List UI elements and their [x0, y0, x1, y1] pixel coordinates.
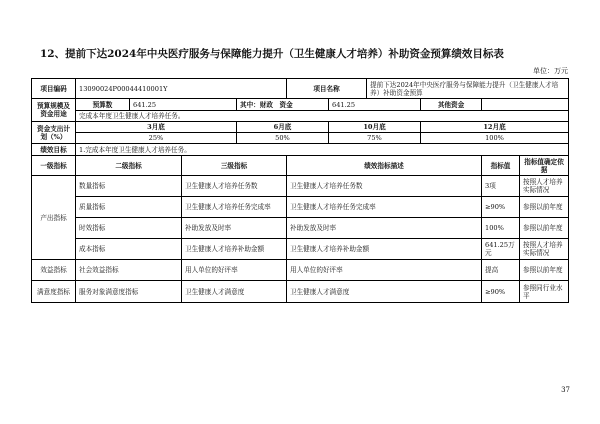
level2-cell: 数量指标	[76, 176, 182, 197]
level3-cell: 用人单位的好评率	[182, 260, 287, 281]
fund-usage-text: 完成本年度卫生健康人才培养任务。	[76, 111, 569, 122]
level2-cell: 成本指标	[76, 239, 182, 260]
level2-cell: 时效指标	[76, 218, 182, 239]
level2-cell: 社会效益指标	[76, 260, 182, 281]
plan-value-q2: 50%	[237, 133, 329, 144]
budget-amount-value: 641.25	[130, 99, 237, 111]
level3-cell: 卫生健康人才培养任务完成率	[182, 197, 287, 218]
header-value: 指标值	[482, 156, 520, 176]
project-code-row	[32, 79, 569, 99]
plan-value-q4: 100%	[421, 133, 569, 144]
description-cell: 卫生健康人才培养补助金额	[287, 239, 482, 260]
basis-cell: 参照以前年度	[520, 218, 569, 239]
value-cell: ≥90%	[482, 197, 520, 218]
goal-row	[32, 144, 569, 156]
plan-value-q1: 25%	[76, 133, 237, 144]
indicator-row	[32, 197, 569, 218]
budget-row	[32, 99, 569, 111]
value-cell: 提高	[482, 260, 520, 281]
level3-cell: 卫生健康人才培养补助金额	[182, 239, 287, 260]
basis-cell: 参照以前年度	[520, 197, 569, 218]
plan-value-q3: 75%	[329, 133, 421, 144]
indicator-row	[32, 281, 569, 303]
unit-label: 单位：万元	[533, 67, 568, 75]
goal-label: 绩效目标	[32, 144, 76, 156]
other-funds-value	[482, 99, 569, 111]
value-cell: 100%	[482, 218, 520, 239]
project-name-label: 项目名称	[287, 79, 367, 99]
header-level2: 二级指标	[76, 156, 182, 176]
indicator-row	[32, 239, 569, 260]
basis-cell: 参照以前年度	[520, 260, 569, 281]
page-number: 37	[561, 386, 570, 394]
other-funds-label: 其他资金	[421, 99, 482, 111]
description-cell: 用人单位的好评率	[287, 260, 482, 281]
budget-amount-label: 预算数	[76, 99, 130, 111]
basis-cell: 按照人才培养实际情况	[520, 239, 569, 260]
goal-text: 1.完成本年度卫生健康人才培养任务。	[76, 144, 569, 156]
performance-target-table	[31, 78, 569, 303]
level2-cell: 质量指标	[76, 197, 182, 218]
plan-value-row	[32, 133, 569, 144]
description-cell: 补助发放及时率	[287, 218, 482, 239]
value-cell: ≥90%	[482, 281, 520, 303]
spending-plan-label: 资金支出计划（%）	[32, 122, 76, 144]
fiscal-label: 其中：财政 资金	[237, 99, 329, 111]
document-title: 12、提前下达2024年中央医疗服务与保障能力提升（卫生健康人才培养）补助资金预算绩效目标表	[40, 48, 504, 60]
level2-cell: 服务对象满意度指标	[76, 281, 182, 303]
plan-header-q3: 10月底	[329, 122, 421, 133]
plan-header-row	[32, 122, 569, 133]
description-cell: 卫生健康人才培养任务数	[287, 176, 482, 197]
project-code-label: 项目编码	[32, 79, 76, 99]
level1-benefit: 效益指标	[32, 260, 76, 281]
indicator-row	[32, 260, 569, 281]
plan-header-q1: 3月底	[76, 122, 237, 133]
usage-row	[32, 111, 569, 122]
basis-cell: 按照人才培养实际情况	[520, 176, 569, 197]
level3-cell: 补助发放及时率	[182, 218, 287, 239]
header-basis: 指标值确定依据	[520, 156, 569, 176]
plan-header-q2: 6月底	[237, 122, 329, 133]
project-code-value: 13090024P00044410001Y	[76, 79, 287, 99]
basis-cell: 参照同行业水平	[520, 281, 569, 303]
fiscal-amount-value: 641.25	[329, 99, 421, 111]
indicator-row	[32, 218, 569, 239]
level3-cell: 卫生健康人才培养任务数	[182, 176, 287, 197]
plan-header-q4: 12月底	[421, 122, 569, 133]
value-cell: 3项	[482, 176, 520, 197]
indicator-header-row	[32, 156, 569, 176]
level1-satisfaction: 满意度指标	[32, 281, 76, 303]
project-name-value: 提前下达2024年中央医疗服务与保障能力提升（卫生健康人才培养）补助资金预算	[367, 79, 569, 99]
level1-output: 产出指标	[32, 176, 76, 260]
value-cell: 641.25万元	[482, 239, 520, 260]
level3-cell: 卫生健康人才满意度	[182, 281, 287, 303]
header-level3: 三级指标	[182, 156, 287, 176]
description-cell: 卫生健康人才培养任务完成率	[287, 197, 482, 218]
header-description: 绩效指标描述	[287, 156, 482, 176]
header-level1: 一级指标	[32, 156, 76, 176]
description-cell: 卫生健康人才满意度	[287, 281, 482, 303]
indicator-row	[32, 176, 569, 197]
budget-scale-label: 预算规模及资金用途	[32, 99, 76, 122]
